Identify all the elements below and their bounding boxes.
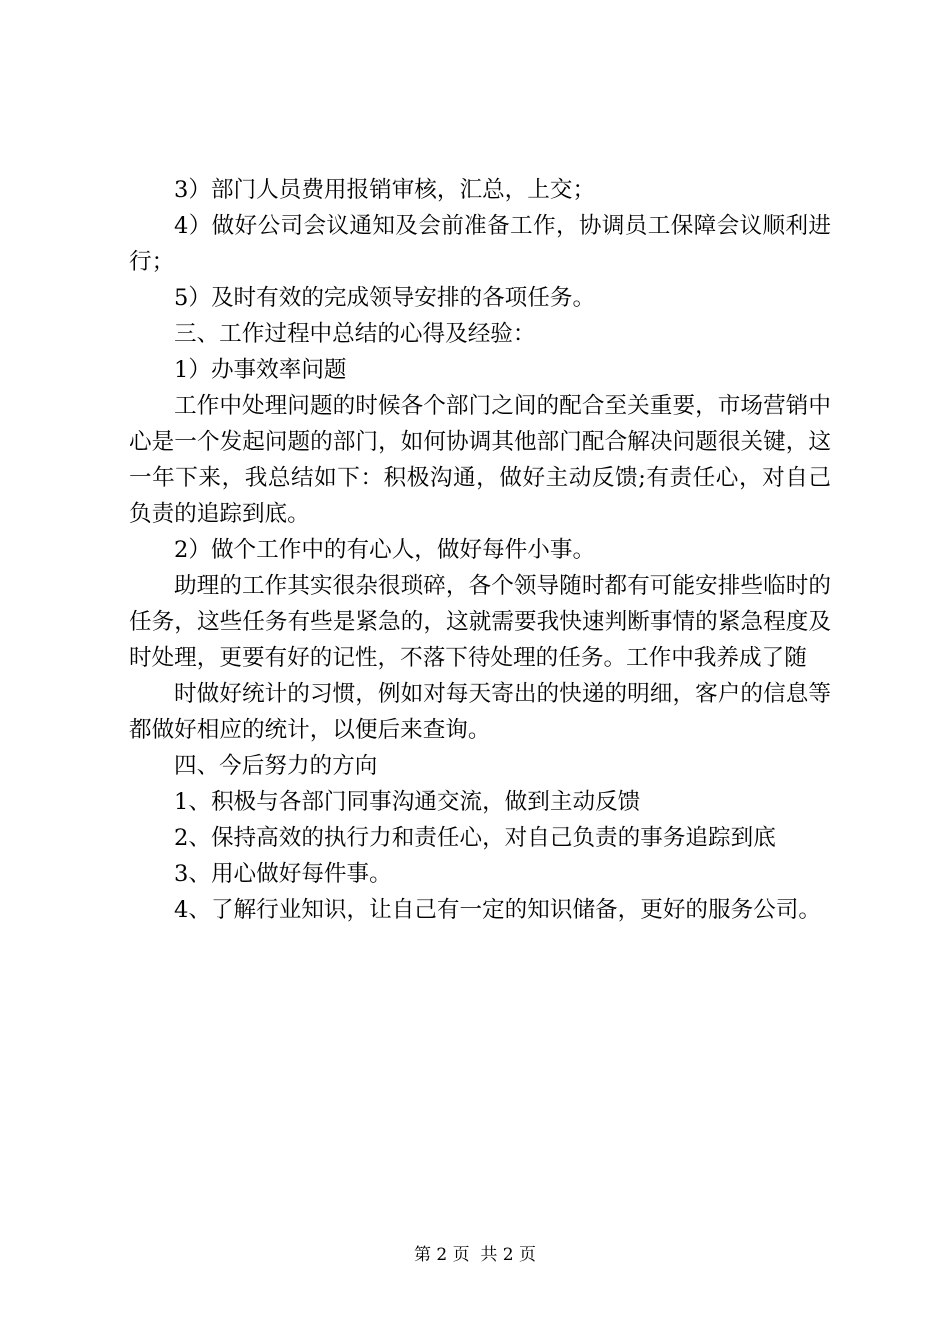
list-item-diligence: 3、用心做好每件事。 [174, 861, 392, 887]
page-number-label: 第 2 页 共 2 页 [413, 1245, 537, 1265]
list-item-execution: 2、保持高效的执行力和责任心，对自己负责的事务追踪到底 [174, 825, 776, 851]
paragraph-reimbursement: 3）部门人员费用报销审核，汇总，上交； [174, 177, 596, 203]
subheading-efficiency: 1）办事效率问题 [174, 357, 347, 383]
section-heading-future: 四、今后努力的方向 [174, 753, 378, 779]
paragraph-cooperation: 工作中处理问题的时候各个部门之间的配合至关重要，市场营销中心是一个发起问题的部门，如何协调其他部门配合解决问题很关键，这一年下来，我总结如下：积极沟通，做好主动反馈;有责任心，对自己负责的追踪到底。 [129, 393, 831, 527]
paragraph-tasks: 5）及时有效的完成领导安排的各项任务。 [174, 285, 596, 311]
paragraph-assistant-work: 助理的工作其实很杂很琐碎，各个领导随时都有可能安排些临时的任务，这些任务有些是紧急的，这就需要我快速判断事情的紧急程度及时处理，更要有好的记性，不落下待处理的任务。工作中我养成了随 [129, 573, 831, 671]
paragraph-meeting-notice: 4）做好公司会议通知及会前准备工作，协调员工保障会议顺利进行； [129, 213, 831, 275]
page-footer [0, 1244, 950, 1266]
document-body [129, 172, 831, 928]
list-item-communication: 1、积极与各部门同事沟通交流，做到主动反馈 [174, 789, 641, 815]
paragraph-statistics-habit: 时做好统计的习惯，例如对每天寄出的快递的明细，客户的信息等都做好相应的统计，以便后来查询。 [129, 681, 831, 743]
subheading-attentive: 2）做个工作中的有心人，做好每件小事。 [174, 537, 596, 563]
list-item-knowledge: 4、了解行业知识，让自己有一定的知识储备，更好的服务公司。 [174, 897, 821, 923]
section-heading-experience: 三、工作过程中总结的心得及经验： [174, 321, 536, 347]
